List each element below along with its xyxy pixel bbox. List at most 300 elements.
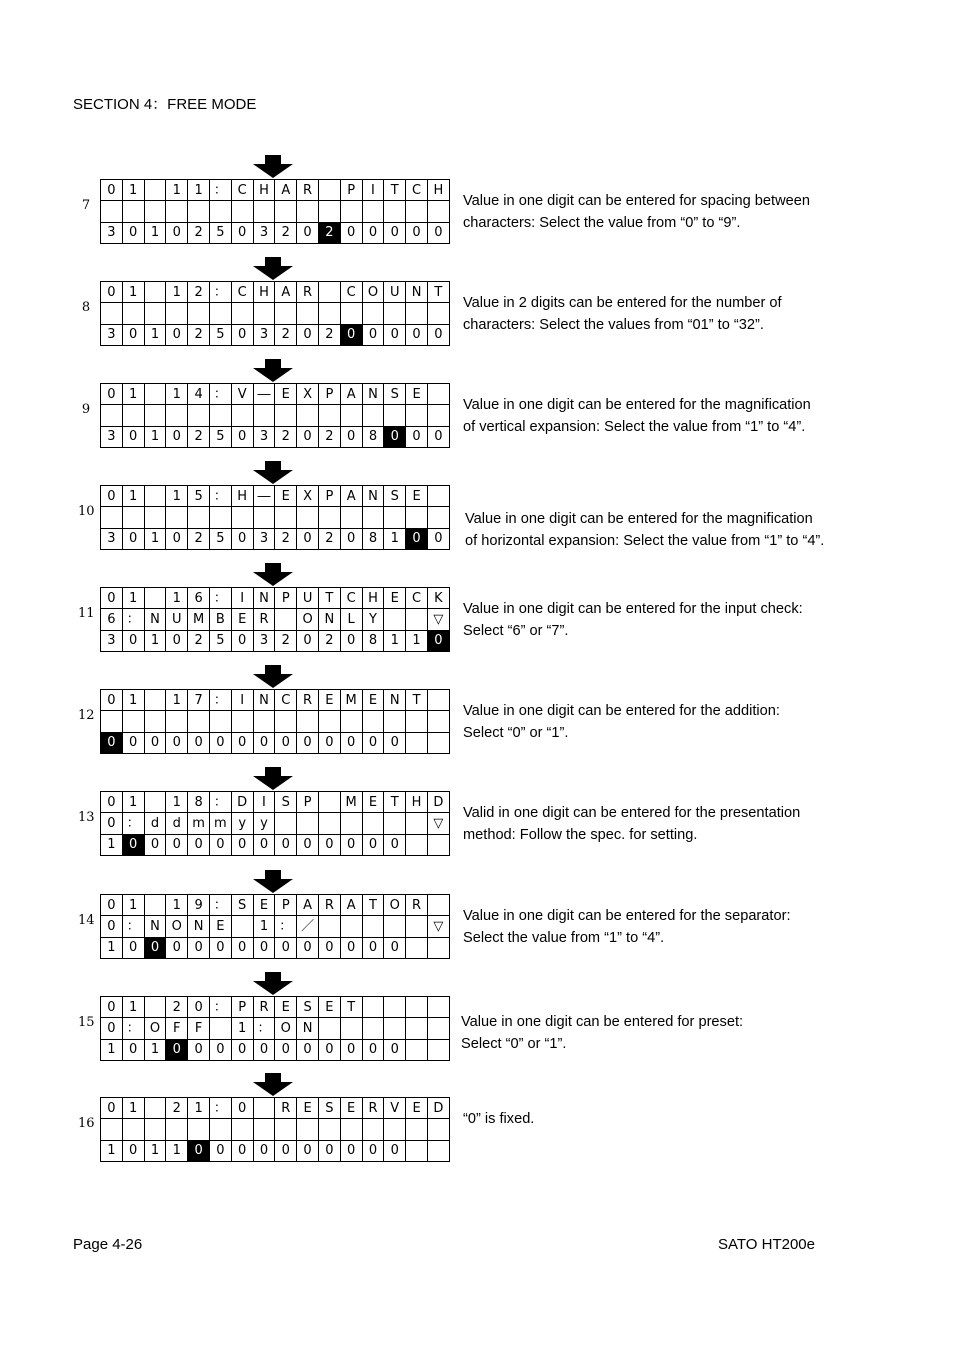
display-cell: E	[406, 384, 428, 405]
display-cell: 0	[166, 732, 188, 753]
lcd-display-grid	[100, 1097, 450, 1162]
display-cell: 0	[209, 1039, 231, 1060]
display-cell	[406, 834, 428, 855]
step-description	[463, 598, 893, 642]
display-row	[101, 711, 450, 732]
display-cell: 9	[188, 895, 210, 916]
display-cell	[406, 937, 428, 958]
display-row	[101, 1039, 450, 1060]
description-line: Value in 2 digits can be entered for the number of	[463, 295, 782, 311]
display-cell	[297, 201, 319, 222]
display-cell: 0	[101, 486, 123, 507]
display-cell: 0	[340, 1039, 362, 1060]
display-cell: 0	[297, 426, 319, 447]
display-cell	[427, 895, 449, 916]
display-cell	[340, 711, 362, 732]
display-cell: 5	[209, 222, 231, 243]
display-cell	[122, 405, 144, 426]
display-cell	[275, 1119, 297, 1140]
display-row	[101, 792, 450, 813]
display-cell: P	[297, 792, 319, 813]
display-cell: 1	[122, 486, 144, 507]
display-cell: A	[340, 384, 362, 405]
cursor-cell: 0	[406, 528, 428, 549]
display-cell: H	[427, 180, 449, 201]
display-cell: C	[340, 588, 362, 609]
display-cell: 3	[253, 426, 275, 447]
display-cell: E	[406, 486, 428, 507]
display-cell: ：	[253, 1018, 275, 1039]
display-row	[101, 201, 450, 222]
display-cell	[362, 916, 384, 937]
display-cell: 1	[166, 1140, 188, 1161]
display-cell: ：	[209, 384, 231, 405]
step-number: 8	[81, 300, 91, 315]
display-cell	[406, 405, 428, 426]
display-cell	[297, 405, 319, 426]
display-cell: 0	[231, 528, 253, 549]
display-cell: E	[318, 690, 340, 711]
display-cell: 0	[297, 324, 319, 345]
display-cell: 3	[101, 630, 123, 651]
display-cell	[384, 201, 406, 222]
display-cell: 2	[318, 528, 340, 549]
display-row	[101, 384, 450, 405]
display-cell: 0	[318, 834, 340, 855]
display-cell: m	[188, 813, 210, 834]
display-row	[101, 180, 450, 201]
display-cell: O	[384, 895, 406, 916]
display-cell: R	[275, 1098, 297, 1119]
display-cell: 7	[188, 690, 210, 711]
display-cell: 0	[362, 1140, 384, 1161]
display-cell: A	[340, 895, 362, 916]
down-arrow-icon	[252, 461, 294, 484]
lcd-display-grid	[100, 383, 450, 448]
cursor-cell: 0	[340, 324, 362, 345]
display-cell	[362, 507, 384, 528]
description-line: Value in one digit can be entered for the separator:	[463, 908, 791, 924]
display-cell: 0	[101, 1018, 123, 1039]
description-line: Value in one digit can be entered for the magnification	[465, 511, 813, 527]
display-cell: 2	[275, 324, 297, 345]
display-cell	[209, 1018, 231, 1039]
display-cell: E	[209, 916, 231, 937]
display-cell: 0	[166, 937, 188, 958]
display-cell: 5	[209, 630, 231, 651]
display-cell: ：	[209, 997, 231, 1018]
display-cell: 3	[101, 324, 123, 345]
display-cell	[406, 711, 428, 732]
description-line: Valid in one digit can be entered for the presentation	[463, 805, 801, 821]
display-cell: 1	[144, 528, 166, 549]
display-cell: 0	[231, 324, 253, 345]
display-cell	[427, 1018, 449, 1039]
display-cell: 0	[253, 834, 275, 855]
display-cell: E	[362, 690, 384, 711]
description-line: “0” is fixed.	[463, 1111, 535, 1127]
display-cell: 5	[209, 528, 231, 549]
page-number: Page 4-26	[73, 1236, 143, 1253]
display-cell: E	[275, 384, 297, 405]
display-cell	[188, 405, 210, 426]
display-row	[101, 916, 450, 937]
display-cell: 1	[122, 690, 144, 711]
display-cell: 2	[166, 1098, 188, 1119]
display-cell: 2	[318, 324, 340, 345]
display-cell: 0	[297, 732, 319, 753]
display-cell: 6	[101, 609, 123, 630]
display-cell	[101, 405, 123, 426]
display-row	[101, 609, 450, 630]
display-cell: S	[231, 895, 253, 916]
display-cell	[427, 937, 449, 958]
display-row	[101, 324, 450, 345]
display-cell: X	[297, 384, 319, 405]
display-cell: 1	[166, 690, 188, 711]
down-arrow-icon	[252, 563, 294, 586]
display-cell: O	[275, 1018, 297, 1039]
display-cell: 0	[209, 1140, 231, 1161]
display-cell: 2	[188, 222, 210, 243]
display-cell	[253, 711, 275, 732]
step-description	[465, 508, 895, 552]
display-cell: 0	[297, 222, 319, 243]
display-cell: 0	[297, 1039, 319, 1060]
display-cell	[340, 1018, 362, 1039]
display-cell	[362, 711, 384, 732]
display-row	[101, 690, 450, 711]
description-line: characters: Select the value from “0” to “9”.	[463, 215, 741, 231]
display-cell: 0	[340, 222, 362, 243]
display-cell: E	[362, 792, 384, 813]
display-cell: M	[188, 609, 210, 630]
step-block	[0, 767, 954, 869]
step-description	[463, 190, 893, 234]
display-cell	[166, 507, 188, 528]
display-cell: C	[231, 282, 253, 303]
display-cell: P	[318, 486, 340, 507]
lcd-display-grid	[100, 485, 450, 550]
display-cell	[297, 813, 319, 834]
display-cell: N	[362, 384, 384, 405]
display-cell: 0	[427, 528, 449, 549]
display-cell	[318, 303, 340, 324]
step-block	[0, 972, 954, 1074]
display-row	[101, 895, 450, 916]
step-block	[0, 665, 954, 767]
display-cell: ：	[122, 916, 144, 937]
display-cell: ：	[122, 1018, 144, 1039]
cursor-cell: 0	[122, 834, 144, 855]
display-cell: ：	[209, 588, 231, 609]
display-cell: 1	[122, 384, 144, 405]
display-cell: ―	[253, 384, 275, 405]
display-cell	[166, 711, 188, 732]
display-cell: 0	[122, 1140, 144, 1161]
display-cell: 1	[166, 895, 188, 916]
display-cell: 8	[362, 426, 384, 447]
display-cell	[188, 507, 210, 528]
display-cell: 0	[122, 324, 144, 345]
display-cell	[297, 507, 319, 528]
display-cell: 3	[253, 630, 275, 651]
display-cell: ：	[275, 916, 297, 937]
display-cell: 0	[144, 732, 166, 753]
display-cell: 0	[101, 690, 123, 711]
display-cell: 1	[166, 282, 188, 303]
display-cell: 1	[166, 486, 188, 507]
display-cell: 0	[101, 588, 123, 609]
display-cell: 0	[297, 937, 319, 958]
display-cell: 0	[384, 1039, 406, 1060]
display-cell: 1	[188, 1098, 210, 1119]
display-cell: 0	[362, 834, 384, 855]
display-cell: 0	[340, 732, 362, 753]
step-number: 9	[81, 402, 91, 417]
display-cell: T	[384, 792, 406, 813]
display-row	[101, 813, 450, 834]
display-cell: m	[209, 813, 231, 834]
display-cell	[231, 303, 253, 324]
display-cell: 8	[362, 528, 384, 549]
display-cell: 0	[122, 528, 144, 549]
down-arrow-icon	[252, 155, 294, 178]
display-cell	[427, 732, 449, 753]
display-cell: 0	[427, 426, 449, 447]
display-cell	[101, 1119, 123, 1140]
display-cell	[166, 303, 188, 324]
display-cell: 0	[318, 1039, 340, 1060]
display-cell: H	[253, 180, 275, 201]
display-cell: 0	[297, 1140, 319, 1161]
display-cell	[231, 916, 253, 937]
display-cell	[253, 1098, 275, 1119]
display-cell	[275, 303, 297, 324]
display-cell: F	[166, 1018, 188, 1039]
display-cell: 0	[101, 180, 123, 201]
display-cell: 5	[188, 486, 210, 507]
display-cell: T	[427, 282, 449, 303]
display-cell: 0	[188, 937, 210, 958]
display-cell: A	[340, 486, 362, 507]
step-block	[0, 359, 954, 461]
step-block	[0, 461, 954, 563]
step-description	[463, 1108, 893, 1130]
display-cell: 0	[384, 937, 406, 958]
down-arrow-icon	[252, 1073, 294, 1096]
display-cell: N	[188, 916, 210, 937]
step-number: 15	[78, 1015, 95, 1030]
display-cell: O	[297, 609, 319, 630]
display-cell: 0	[231, 630, 253, 651]
display-cell	[340, 916, 362, 937]
display-cell: 0	[384, 732, 406, 753]
display-cell	[122, 201, 144, 222]
display-cell: K	[427, 588, 449, 609]
step-number: 16	[78, 1116, 95, 1131]
display-cell	[188, 201, 210, 222]
display-cell: 0	[297, 834, 319, 855]
cursor-cell: 0	[101, 732, 123, 753]
lcd-display-grid	[100, 587, 450, 652]
down-arrow-icon	[252, 257, 294, 280]
display-cell: H	[231, 486, 253, 507]
display-cell: S	[384, 384, 406, 405]
display-cell	[384, 997, 406, 1018]
display-cell: 1	[231, 1018, 253, 1039]
display-cell: R	[297, 180, 319, 201]
display-cell: 0	[253, 732, 275, 753]
display-cell	[144, 690, 166, 711]
display-cell	[231, 507, 253, 528]
display-cell: P	[275, 895, 297, 916]
display-cell	[406, 1018, 428, 1039]
display-cell: 6	[188, 588, 210, 609]
lcd-display-grid	[100, 996, 450, 1061]
display-cell	[253, 201, 275, 222]
description-line: Select “6” or “7”.	[463, 623, 569, 639]
section-header: SECTION 4：FREE MODE	[73, 96, 257, 113]
display-cell	[231, 201, 253, 222]
display-cell: 1	[144, 630, 166, 651]
display-cell: 1	[101, 937, 123, 958]
display-cell: 1	[101, 1039, 123, 1060]
display-cell	[427, 834, 449, 855]
cursor-cell: 0	[188, 1140, 210, 1161]
display-cell: P	[275, 588, 297, 609]
display-cell: 0	[362, 324, 384, 345]
step-description	[463, 292, 893, 336]
step-number: 11	[78, 606, 95, 621]
description-line: Value in one digit can be entered for the addition:	[463, 703, 780, 719]
display-cell	[406, 813, 428, 834]
display-cell: 0	[253, 1140, 275, 1161]
display-cell: C	[406, 180, 428, 201]
display-cell: 2	[275, 528, 297, 549]
display-row	[101, 732, 450, 753]
display-cell: 1	[144, 1039, 166, 1060]
display-cell: 0	[340, 426, 362, 447]
display-cell: D	[427, 1098, 449, 1119]
step-description	[461, 1011, 891, 1055]
display-row	[101, 630, 450, 651]
display-cell	[231, 405, 253, 426]
display-cell	[427, 1039, 449, 1060]
display-cell: T	[384, 180, 406, 201]
display-cell: 0	[231, 426, 253, 447]
display-cell	[297, 711, 319, 732]
display-cell: 0	[253, 937, 275, 958]
display-cell: 3	[253, 222, 275, 243]
display-cell	[144, 588, 166, 609]
display-cell: T	[362, 895, 384, 916]
display-cell: 1	[101, 834, 123, 855]
display-cell: R	[406, 895, 428, 916]
display-cell: 2	[275, 426, 297, 447]
display-cell	[340, 507, 362, 528]
display-cell: 1	[144, 222, 166, 243]
display-cell: T	[318, 588, 340, 609]
display-cell: 0	[406, 324, 428, 345]
lcd-display-grid	[100, 179, 450, 244]
cursor-cell: 0	[144, 937, 166, 958]
display-cell	[427, 405, 449, 426]
display-cell	[188, 1119, 210, 1140]
description-line: Select “0” or “1”.	[461, 1036, 567, 1052]
display-cell: 1	[166, 180, 188, 201]
display-cell	[253, 405, 275, 426]
display-cell: M	[340, 792, 362, 813]
display-cell: ：	[209, 180, 231, 201]
display-cell: I	[231, 690, 253, 711]
display-cell: H	[406, 792, 428, 813]
display-cell	[188, 711, 210, 732]
display-cell	[318, 916, 340, 937]
step-number: 7	[81, 198, 91, 213]
display-cell: R	[297, 282, 319, 303]
display-cell: 0	[340, 1140, 362, 1161]
display-cell	[275, 813, 297, 834]
display-cell: 0	[122, 222, 144, 243]
display-cell: 3	[101, 426, 123, 447]
display-cell: N	[144, 916, 166, 937]
display-cell: 0	[101, 997, 123, 1018]
display-cell: O	[166, 916, 188, 937]
display-cell	[427, 507, 449, 528]
display-cell: 0	[122, 426, 144, 447]
display-cell	[340, 813, 362, 834]
display-cell: 0	[231, 1098, 253, 1119]
display-cell	[427, 690, 449, 711]
display-cell	[209, 303, 231, 324]
display-cell	[101, 303, 123, 324]
display-cell: 1	[144, 1140, 166, 1161]
display-cell: 0	[406, 222, 428, 243]
display-cell: 0	[101, 792, 123, 813]
display-cell: E	[297, 1098, 319, 1119]
display-cell: 2	[318, 426, 340, 447]
display-cell	[166, 405, 188, 426]
display-cell	[101, 201, 123, 222]
display-cell: P	[318, 384, 340, 405]
display-row	[101, 997, 450, 1018]
display-cell: 0	[101, 813, 123, 834]
display-cell: 0	[209, 937, 231, 958]
display-cell: 0	[188, 732, 210, 753]
display-cell: 0	[122, 732, 144, 753]
display-cell	[297, 303, 319, 324]
display-cell: P	[231, 997, 253, 1018]
display-cell: X	[297, 486, 319, 507]
display-cell: 1	[166, 384, 188, 405]
display-row	[101, 1119, 450, 1140]
display-row	[101, 1098, 450, 1119]
display-cell	[318, 1018, 340, 1039]
display-cell: 2	[188, 630, 210, 651]
display-cell: F	[188, 1018, 210, 1039]
description-line: Select the value from “1” to “4”.	[463, 930, 665, 946]
display-cell: 0	[166, 324, 188, 345]
display-cell	[318, 792, 340, 813]
display-cell: 5	[209, 426, 231, 447]
display-cell: 1	[144, 426, 166, 447]
display-row	[101, 834, 450, 855]
display-cell: M	[340, 690, 362, 711]
display-cell: T	[340, 997, 362, 1018]
display-cell	[253, 507, 275, 528]
display-cell: E	[253, 895, 275, 916]
